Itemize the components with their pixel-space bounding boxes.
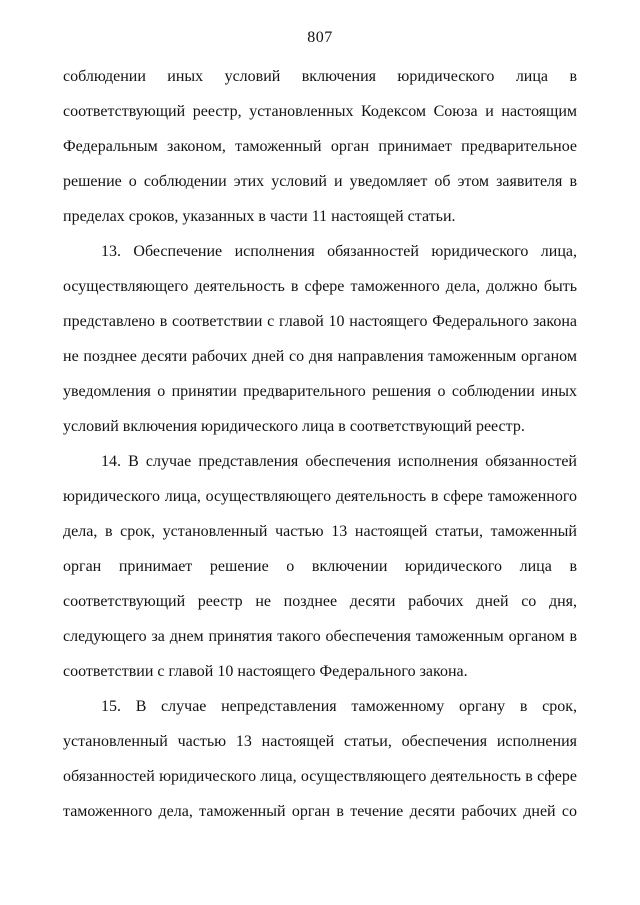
page-number: 807 — [307, 29, 333, 46]
paragraph-item-15: 15. В случае непредставления таможенному органу в срок, установленный частью 13 настоящей статьи, обеспечения исполнения обязанностей юридического лица, осуществляющего деятельность в сфере таможенного дела, таможенный орган в течение десяти рабочих дней со — [63, 698, 577, 820]
paragraph-continuation: соблюдении иных условий включения юридического лица в соответствующий реестр, установленных Кодексом Союза и настоящим Федеральным законом, таможенный орган принимает предварительное решение о соблюдении этих условий и уведомляет об этом заявителя в пределах сроков, указанных в части 11 настоящей статьи. — [63, 68, 577, 225]
document-body — [63, 59, 577, 829]
paragraph-item-13: 13. Обеспечение исполнения обязанностей юридического лица, осуществляющего деятельность в сфере таможенного дела, должно быть представлено в соответствии с главой 10 настоящего Федерального закона не позднее десяти рабочих дней со дня направления таможенным органом уведомления о принятии предварительного решения о соблюдении иных условий включения юридического лица в соответствующий реестр. — [63, 243, 577, 435]
paragraph-item-14: 14. В случае представления обеспечения исполнения обязанностей юридического лица, осуществляющего деятельность в сфере таможенного дела, в срок, установленный частью 13 настоящей статьи, таможенный орган принимает решение о включении юридического лица в соответствующий реестр не позднее десяти рабочих дней со дня, следующего за днем принятия такого обеспечения таможенным органом в соответствии с главой 10 настоящего Федерального закона. — [63, 453, 577, 680]
